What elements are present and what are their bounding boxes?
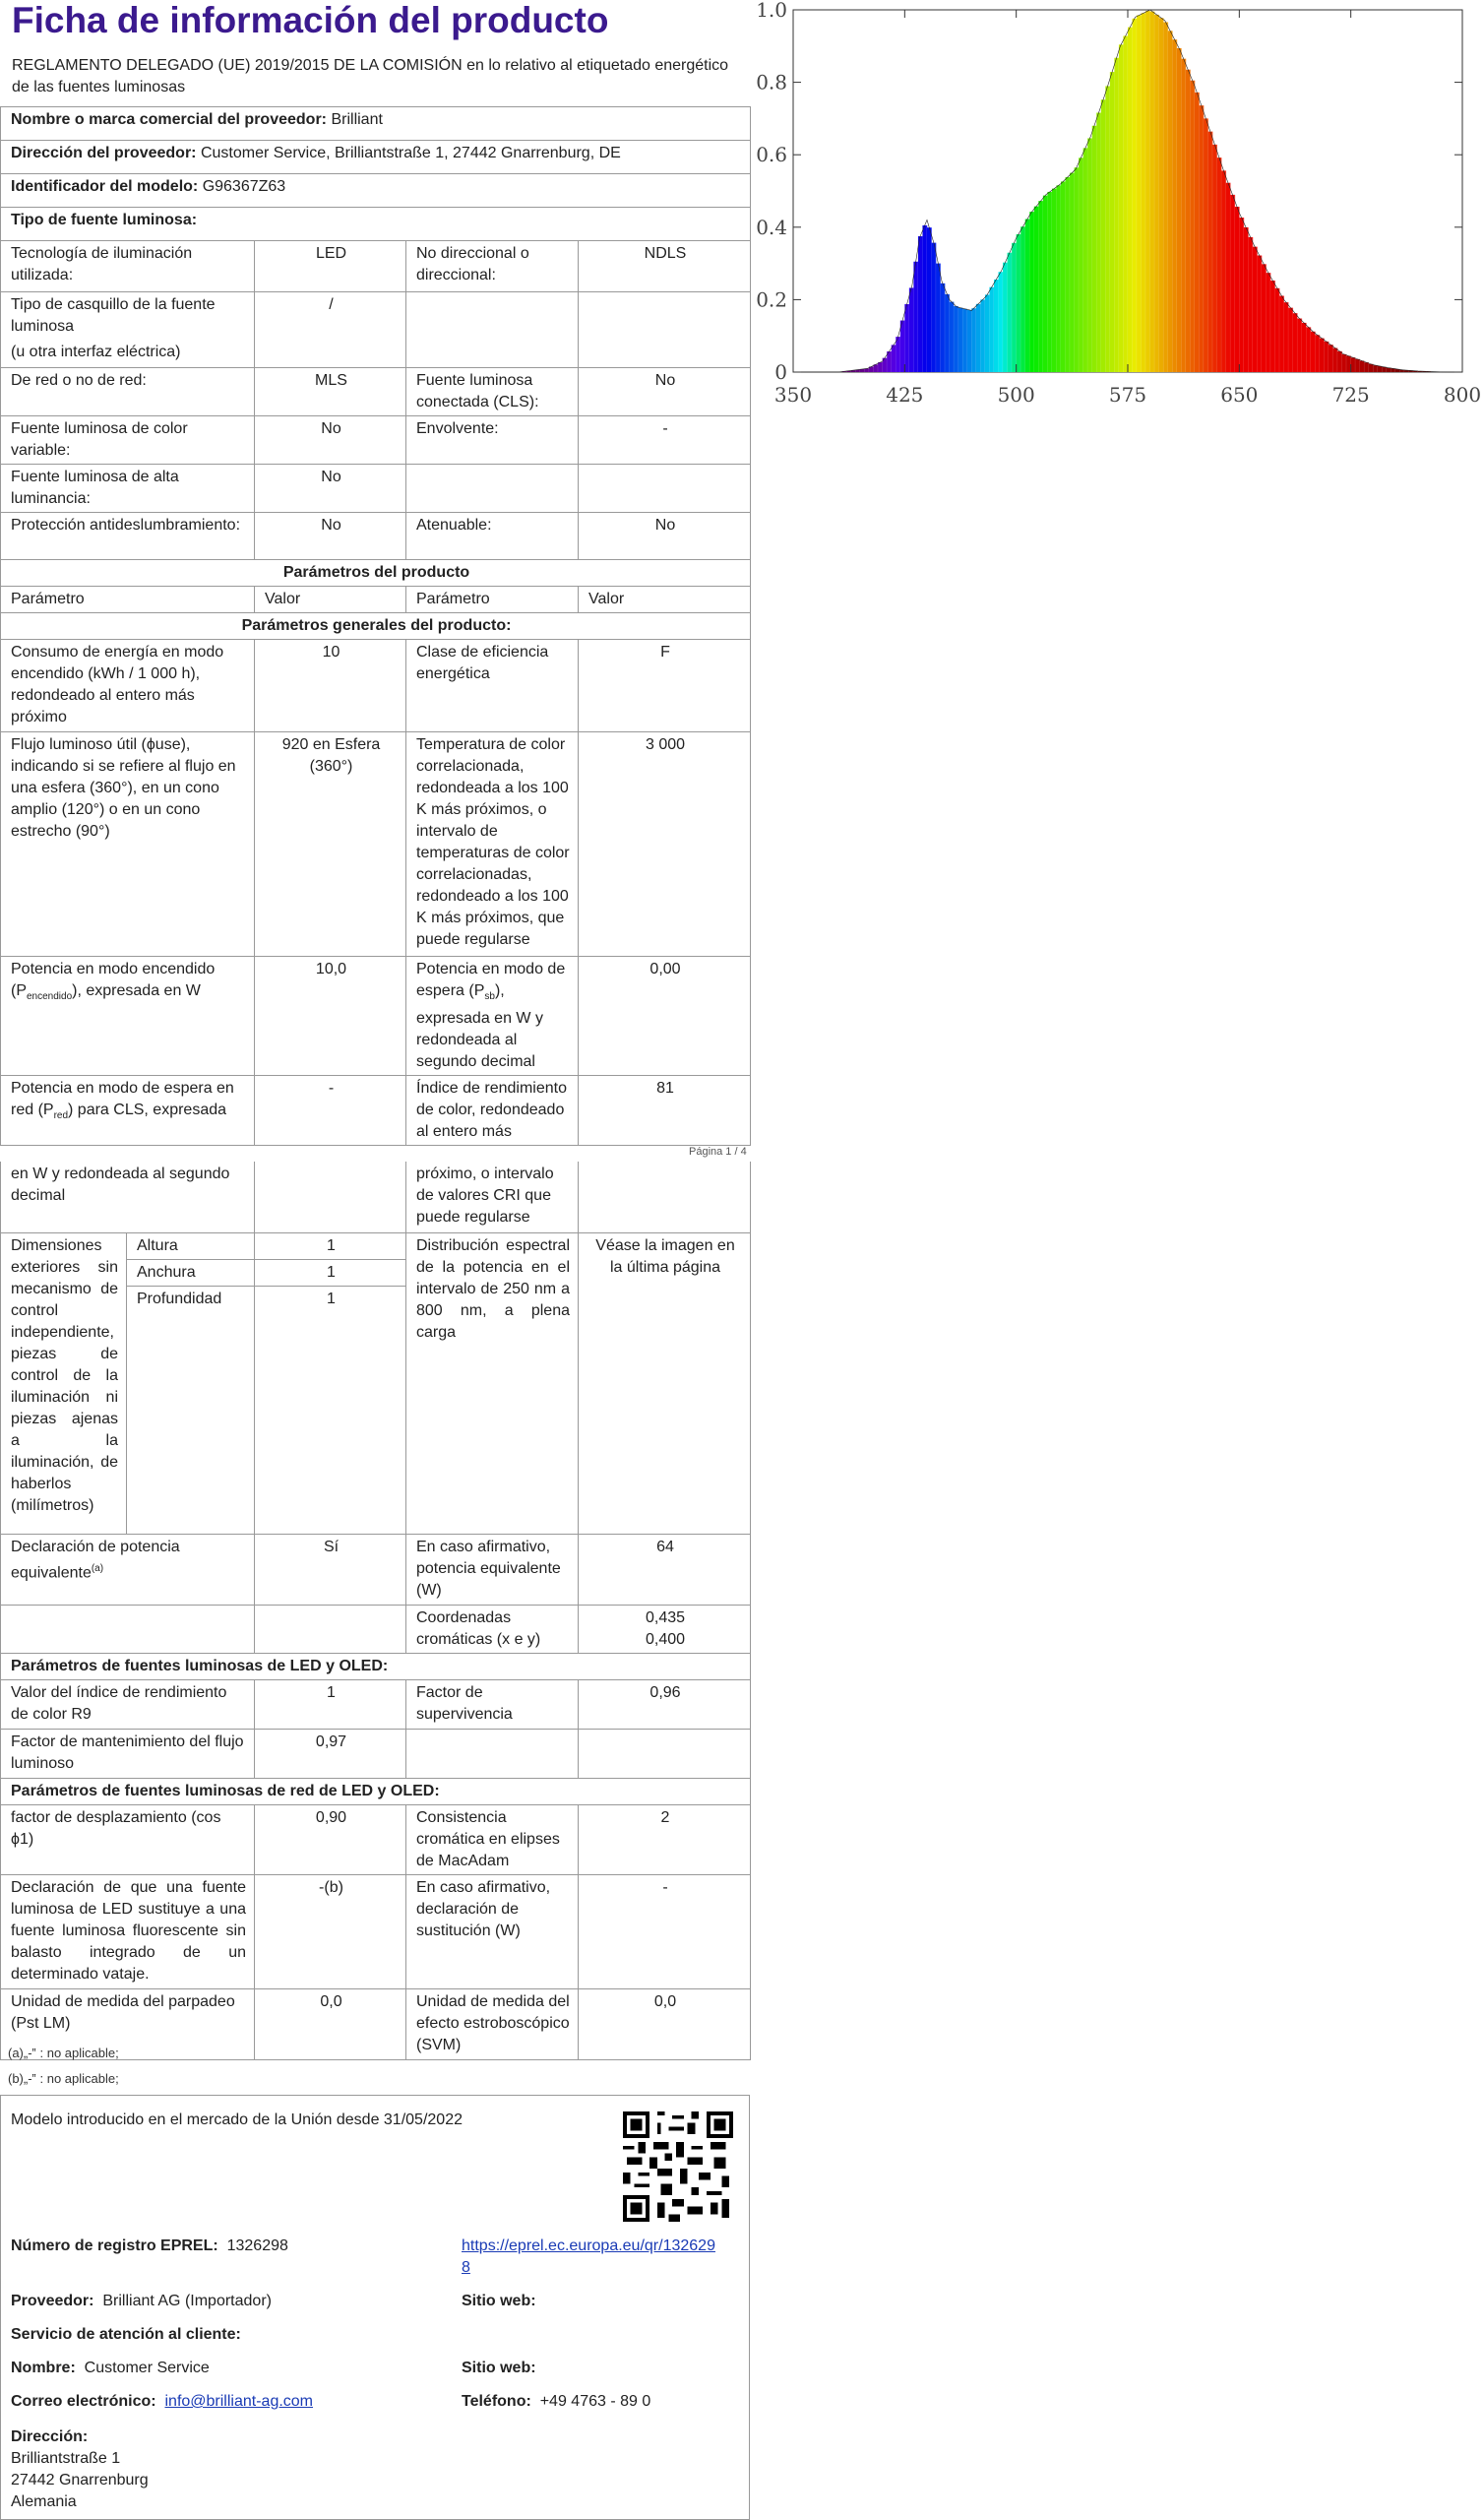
spectrum-bar [1142,13,1146,372]
table-row: (u otra interfaz eléctrica) [1,340,751,367]
spectrum-bar [1195,93,1200,372]
spectrum-bar [1061,181,1066,372]
customer-service-label: Servicio de atención al cliente: [11,2326,241,2343]
spectrum-bar [904,304,909,372]
spectrum-bar [1133,19,1138,372]
x-tick-label: 800 [1443,383,1482,407]
spectrum-bar [971,308,976,372]
spectrum-bar [950,302,955,372]
spectrum-bar [936,264,941,372]
address-line: 27442 Gnarrenburg [11,2472,149,2488]
table-row: Unidad de medida del parpadeo (Pst LM) 0,0 Unidad de medida del efecto estroboscópico (SVM) 0,0 [1,1988,751,2059]
spectrum-bar [1311,332,1316,372]
y-tick-label: 0.8 [756,70,787,94]
table-row: De red o no de red: MLS Fuente luminosa conectada (CLS): No [1,367,751,415]
address-line: Alemania [11,2493,77,2510]
x-tick-label: 650 [1220,383,1259,407]
spectrum-bar [1230,195,1235,372]
spectrum-bar [1297,319,1302,372]
spectrum-bar [1221,170,1226,372]
spectrum-bar [962,309,967,372]
eprel-link[interactable]: https://eprel.ec.europa.eu/qr/1326298 [462,2237,715,2276]
table-row: Profundidad 1 [1,1286,751,1534]
mains-header: Parámetros de fuentes luminosas de red de LED y OLED: [1,1778,751,1804]
spectrum-bar [913,262,918,372]
spectrum-bar [1168,31,1173,372]
spectrum-bar [994,280,999,372]
spectrum-bar [976,304,981,372]
spectrum-bar [1083,148,1088,372]
website-label: Sitio web: [462,2293,536,2309]
params-continued-table [0,1162,751,2060]
spectrum-bar [1092,126,1097,372]
spectrum-bar [1337,351,1342,372]
spectrum-bar [865,368,870,372]
spectrum-bar [1270,281,1275,372]
spectrum-bar [1360,361,1365,373]
table-row: Flujo luminoso útil (ϕuse), indicando si se refiere al flujo en una esfera (360°), en un cono amplio (120°) o en un cono estrecho (90°) 920 en Esfera (360°) Temperatura de color correlacionada, redondeada a los 100 K más próximos, o intervalo de temperaturas de color correlacionadas, redondeado a los 100 K más próximos, que puede regularse 3 000 [1,732,751,957]
spectrum-bar [1137,16,1142,372]
spectrum-bar [1047,192,1052,372]
spectrum-bar [1351,357,1356,372]
table-row: Protección antideslumbramiento: No Atenuable: No [1,512,751,559]
spectrum-bar [1355,359,1360,372]
table-row: Potencia en modo encendido $(P_{encendido})$, expresada en W 10,0 Potencia en modo de espera $(P_{sb})$, expresada en W y redondeada al segundo decimal 0,00 [1,957,751,1076]
spectrum-bar [1275,288,1280,372]
column-header-row: Parámetro Valor Parámetro Valor [1,587,751,613]
source-type-table [0,240,751,560]
spectrum-bar [1101,99,1106,372]
spectrum-bar [932,243,937,372]
address-label: Dirección: [11,2428,89,2445]
spectrum-bar [1029,212,1034,372]
source-type-header: Tipo de fuente luminosa: [1,208,751,241]
spectrum-bar [1329,345,1333,372]
y-tick-label: 1.0 [756,0,787,22]
spectrum-bar [1239,218,1244,372]
spectrum-bar [1235,207,1240,372]
spectrum-bar [1003,263,1008,372]
spectrum-bar [1342,354,1347,372]
x-tick-label: 350 [773,383,813,407]
spectrum-bar [1364,362,1369,372]
general-params-header: Parámetros generales del producto: [1,613,751,640]
email-link[interactable]: info@brilliant-ag.com [164,2393,314,2410]
page-title: Ficha de información del producto [12,0,609,40]
spectrum-bar [1315,335,1320,372]
spectrum-bar [1257,256,1262,372]
x-tick-label: 425 [886,383,924,407]
spectrum-bar [1387,368,1391,372]
spectrum-bar [1110,72,1115,372]
spectrum-bar [1043,196,1048,372]
spectrum-bar [1145,11,1150,372]
spectrum-bar [1172,39,1177,372]
market-intro: Modelo introducido en el mercado de la Unión desde 31/05/2022 [11,2111,463,2128]
spectrum-bar [1163,23,1168,372]
led-header: Parámetros de fuentes luminosas de LED y OLED: [1,1653,751,1679]
spectrum-bar [1025,220,1030,372]
spectrum-bar [1267,273,1271,372]
spectrum-bar [1204,118,1208,372]
spectrum-bar [896,337,900,372]
spectrum-bar [927,227,932,372]
spectrum-bar [985,294,990,372]
model-value: G96367Z63 [202,178,286,195]
spectrum-bar [1333,348,1338,372]
spectrum-bar [1382,367,1387,372]
spectrum-bar [1119,44,1124,372]
spectrum-bar [1284,302,1289,372]
spectrum-bar [1123,35,1128,372]
table-row: Coordenadas cromáticas (x e y) 0,435 0,400 [1,1605,751,1653]
spectrum-bar [1017,234,1021,372]
spectrum-bar [1056,185,1061,372]
spectral-distribution-chart [750,0,1484,413]
spectrum-bar [1248,237,1253,372]
spectrum-bar [1012,243,1017,372]
page-number: Página 1 / 4 [689,1146,747,1158]
spectrum-bar [1052,189,1057,372]
address-value: Customer Service, Brilliantstraße 1, 27442 Gnarrenburg, DE [200,145,621,161]
y-tick-label: 0 [774,360,787,384]
table-row: factor de desplazamiento (cos ϕ1) 0,90 Consistencia cromática en elipses de MacAdam 2 [1,1804,751,1874]
footnote-b: (b)„-‟ : no aplicable; [8,2071,119,2086]
spectrum-bar [1293,313,1298,372]
spectrum-bar [1320,339,1325,372]
qr-code-icon [623,2111,733,2222]
spectrum-bar [1114,58,1119,372]
spectrum-bar [918,236,923,372]
model-row: Identificador del modelo: G96367Z63 [1,174,751,208]
eprel-row: Número de registro EPREL: 1326298 [11,2237,288,2254]
spectrum-bar [1034,207,1039,372]
y-tick-label: 0.4 [756,215,787,239]
spectrum-bar [1075,167,1080,372]
spectrum-bar [874,364,879,372]
spectrum-bar [1212,145,1217,372]
spectrum-bar [878,362,883,372]
dimensions-row: Dimensiones exteriores sin mecanismo de control independiente, piezas de control de la iluminación ni piezas ajenas a la iluminación, de haberlos (milímetros) Altura 1 Distribución espectral de la potencia en el intervalo de 250 nm a 800 nm, a plena carga Véase la imagen en la última página [1,1232,751,1259]
supplier-value: Brilliant [331,111,383,128]
y-tick-label: 0.2 [756,287,787,312]
eprel-number: 1326298 [226,2237,288,2254]
product-params-table [0,559,751,1146]
email-row: Correo electrónico: info@brilliant-ag.com [11,2393,314,2410]
supplier-table [0,106,751,241]
spectrum-bar [1070,173,1075,372]
spectrum-bar [1226,183,1231,372]
address-line: Brilliantstraße 1 [11,2450,121,2467]
phone-row: Teléfono: +49 4763 - 89 0 [462,2393,651,2410]
spectrum-bar [1066,177,1071,372]
spectrum-bar [1373,365,1378,372]
spectrum-bar [1150,12,1155,372]
supplier-row: Nombre o marca comercial del proveedor: Brilliant [1,107,751,141]
spectrum-bar [909,287,914,372]
spectrum-bar [1244,227,1249,372]
spectrum-bar [1020,226,1025,372]
table-row: Declaración de potencia equivalente$^{(a)}$ Sí En caso afirmativo, potencia equivalente (W) 64 [1,1534,751,1605]
table-row: Valor del índice de rendimiento de color R9 1 Factor de supervivencia 0,96 [1,1679,751,1729]
spectrum-bar [941,284,946,372]
table-row: Declaración de que una fuente luminosa de LED sustituye a una fuente luminosa fluorescente sin balasto integrado de un determinado vataje. -(b) En caso afirmativo, declaración de sustitución (W) - [1,1874,751,1988]
spectrum-bar [1200,105,1205,372]
x-tick-label: 725 [1331,383,1370,407]
spectrum-bar [999,272,1004,372]
spectrum-bar [1369,364,1374,372]
spectrum-bar [1217,158,1222,372]
spectrum-bar [1288,308,1293,372]
spectrum-bar [954,306,958,372]
table-row: Tipo de casquillo de la fuente luminosa / [1,292,751,341]
table-row: Fuente luminosa de alta luminancia: No [1,464,751,512]
spectrum-bar [1186,70,1191,372]
spectrum-bar [967,310,972,372]
spectrum-bar [1262,264,1267,372]
spectrum-bar [1302,323,1307,372]
spectrum-bar [1279,296,1284,372]
contact-name-row: Nombre: Customer Service [11,2360,210,2376]
spectrum-bar [1208,132,1213,372]
spectrum-bar [1181,59,1186,372]
spectrum-bar [1087,138,1092,372]
spectrum-bar [1159,18,1164,372]
table-row: Anchura 1 [1,1259,751,1286]
table-row: Consumo de energía en modo encendido (kWh / 1 000 h), redondeado al entero más próximo 10 Clase de eficiencia energética F [1,640,751,732]
product-params-header: Parámetros del producto [1,560,751,587]
table-row: Factor de mantenimiento del flujo luminoso 0,97 [1,1729,751,1778]
y-tick-label: 0.6 [756,143,787,167]
table-row: Potencia en modo de espera en red $(P_{red})$ para CLS, expresada - Índice de rendimiento de color, redondeado al entero más 81 [1,1076,751,1146]
spectrum-bar [980,299,985,372]
spectrum-bar [989,287,994,372]
regulation-text: REGLAMENTO DELEGADO (UE) 2019/2015 DE LA COMISIÓN en lo relativo al etiquetado energético de las fuentes luminosas [12,57,729,95]
spectrum-bar [1105,86,1110,372]
spectrum-bar [922,225,927,372]
spectrum-bar [892,345,897,372]
spectrum-bar [1079,158,1083,372]
spectrum-bar [958,308,963,372]
spectrum-bar [1008,253,1013,372]
footnote-a: (a)„-‟ : no aplicable; [8,2046,119,2060]
spectrum-bar [1096,113,1101,372]
x-tick-label: 500 [997,383,1035,407]
spectrum-bar [1253,247,1258,372]
provider-row: Proveedor: Brilliant AG (Importador) [11,2293,272,2309]
table-row: Tecnología de iluminación utilizada: LED No direccional o direccional: NDLS [1,241,751,292]
table-row: en W y redondeada al segundo decimal próximo, o intervalo de valores CRI que puede regularse [1,1162,751,1232]
supplier-footer [0,2095,750,2520]
table-row: Fuente luminosa de color variable: No Envolvente: - [1,415,751,464]
website2-label: Sitio web: [462,2360,536,2376]
spectrum-bar [1128,28,1133,372]
address-row: Dirección del proveedor: Customer Service, Brilliantstraße 1, 27442 Gnarrenburg, DE [1,141,751,174]
spectrum-bar [1324,342,1329,372]
spectrum-bar [887,351,892,372]
spectrum-bar [945,294,950,372]
dimensions-label: Dimensiones exteriores sin mecanismo de control independiente, piezas de control de la iluminación ni piezas ajenas a la iluminación, de haberlos (milímetros) [1,1232,127,1534]
spectrum-bar [1154,15,1159,372]
spectrum-bar [1038,201,1043,372]
spectrum-bar [1190,81,1195,372]
x-tick-label: 575 [1108,383,1147,407]
spectrum-bar [1378,366,1383,372]
spectrum-bar [1306,327,1311,372]
spectrum-bar [1177,48,1182,372]
